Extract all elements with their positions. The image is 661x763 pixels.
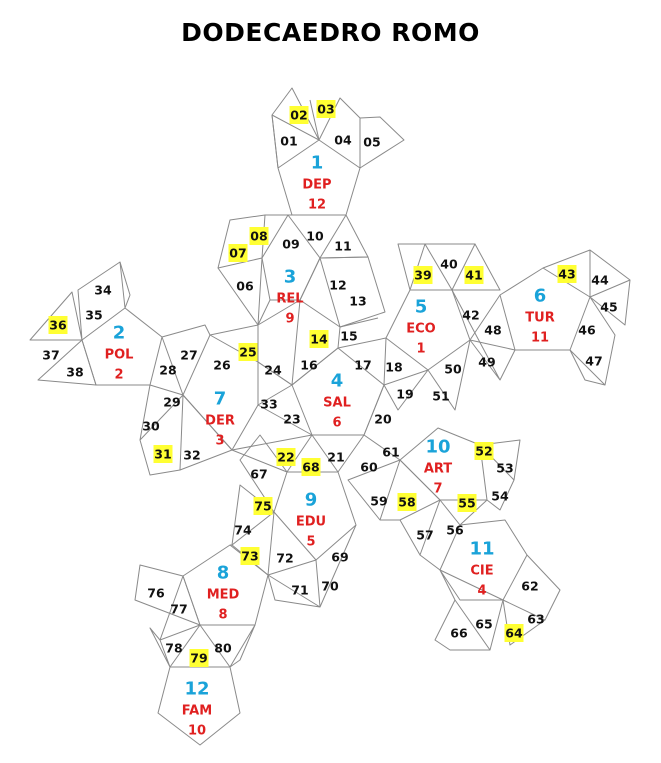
triangle-number: 60 [360, 459, 378, 475]
face-number: 3 [283, 266, 297, 288]
triangle-label-51 [432, 389, 449, 404]
triangle-label-24 [264, 363, 282, 378]
triangle-label-50 [444, 362, 462, 377]
triangle-label-78 [165, 641, 182, 656]
triangle-label-61 [382, 445, 399, 460]
triangle-number: 55 [458, 495, 476, 511]
triangle-number: 70 [321, 578, 339, 594]
triangle-number: 79 [190, 650, 208, 666]
triangle-label-53 [496, 461, 513, 476]
face-label-9 [296, 490, 326, 550]
triangle-label-66 [450, 626, 468, 641]
triangle-label-41 [465, 266, 484, 284]
triangle-label-28 [159, 363, 176, 378]
triangle-number: 47 [585, 353, 603, 369]
triangle-number: 39 [414, 267, 432, 283]
triangle-label-12 [329, 278, 346, 293]
face-code: DER [205, 413, 235, 429]
triangle-label-35 [85, 308, 102, 323]
triangle-number: 05 [363, 134, 381, 150]
triangle-label-73 [241, 547, 260, 565]
face-label-1 [302, 153, 331, 213]
triangle-number: 53 [496, 460, 514, 476]
triangle-label-14 [310, 330, 329, 348]
triangle-number: 77 [170, 601, 188, 617]
triangle-number: 54 [491, 488, 509, 504]
triangle-label-67 [250, 467, 267, 482]
triangle-strip [420, 555, 440, 570]
triangle-number: 58 [398, 494, 416, 510]
face-number: 9 [304, 489, 318, 511]
face-label-5 [406, 297, 435, 357]
face-code: ART [423, 461, 453, 477]
triangle-label-80 [214, 641, 232, 656]
triangle-number: 19 [396, 386, 414, 402]
triangle-number: 38 [66, 364, 84, 380]
triangle-label-21 [327, 450, 344, 465]
triangle-label-64 [505, 624, 524, 642]
triangle-label-74 [234, 523, 252, 538]
triangle-number: 03 [317, 101, 335, 117]
triangle-label-63 [527, 612, 544, 627]
face-code: TUR [525, 310, 555, 326]
triangle-number: 62 [521, 578, 539, 594]
triangle-label-49 [478, 355, 495, 370]
triangle-number: 29 [163, 394, 181, 410]
triangle-number: 30 [142, 418, 160, 434]
triangle-label-04 [334, 133, 352, 148]
triangle-number: 24 [264, 362, 282, 378]
triangle-number: 48 [484, 322, 502, 338]
triangle-number: 04 [334, 132, 352, 148]
triangle-label-16 [300, 358, 318, 373]
face-value: 10 [187, 723, 207, 739]
face-code: EDU [295, 514, 327, 530]
triangle-number: 11 [334, 238, 352, 254]
triangle-label-05 [363, 135, 380, 150]
triangle-number: 25 [239, 344, 257, 360]
triangle-label-22 [277, 448, 296, 466]
triangle-number: 78 [165, 640, 183, 656]
triangle-strip [272, 88, 404, 168]
face-code: SAL [323, 395, 351, 411]
face-number: 2 [112, 322, 126, 344]
triangle-label-32 [183, 448, 200, 463]
triangle-label-44 [591, 273, 609, 288]
triangle-label-54 [491, 489, 509, 504]
triangle-number: 06 [236, 278, 254, 294]
triangle-number: 32 [183, 447, 201, 463]
face-number: 10 [425, 436, 451, 458]
page-title: DODECAEDRO ROMO [181, 18, 480, 47]
triangle-number: 08 [250, 228, 268, 244]
triangle-label-26 [213, 358, 231, 373]
face-value: 7 [433, 481, 443, 497]
triangle-number: 57 [416, 527, 434, 543]
triangle-strip [272, 115, 278, 168]
triangle-label-46 [578, 323, 596, 338]
triangle-label-56 [446, 523, 464, 538]
triangle-label-15 [340, 329, 357, 344]
face-value: 4 [477, 583, 487, 599]
triangle-number: 42 [462, 307, 480, 323]
triangle-number: 72 [276, 550, 294, 566]
triangle-label-69 [331, 550, 348, 565]
triangle-label-77 [170, 602, 187, 617]
face-label-2 [105, 323, 134, 383]
triangle-label-55 [458, 494, 477, 512]
triangle-number: 23 [283, 411, 301, 427]
triangle-label-60 [360, 460, 378, 475]
triangle-strip [135, 565, 200, 640]
triangle-number: 71 [291, 582, 309, 598]
face-value: 2 [114, 367, 124, 383]
triangle-label-34 [94, 283, 112, 298]
triangle-label-18 [385, 360, 402, 375]
triangle-label-17 [354, 358, 371, 373]
triangle-number: 35 [85, 307, 103, 323]
face-value: 11 [530, 330, 550, 346]
triangle-label-30 [142, 419, 160, 434]
face-code: MED [206, 587, 240, 603]
triangle-number: 13 [349, 293, 367, 309]
triangle-label-59 [370, 494, 387, 509]
triangle-label-71 [291, 583, 308, 598]
face-label-12 [182, 679, 212, 739]
triangle-strip [340, 318, 378, 327]
triangle-number: 61 [382, 444, 400, 460]
triangle-label-07 [229, 244, 248, 262]
triangle-number: 31 [154, 446, 172, 462]
triangle-label-27 [180, 348, 197, 363]
triangle-number: 74 [234, 522, 252, 538]
face-value: 12 [307, 197, 327, 213]
face-code: DEP [302, 177, 332, 193]
face-label-4 [323, 371, 351, 431]
triangle-number: 80 [214, 640, 232, 656]
triangle-number: 52 [475, 443, 493, 459]
face-label-6 [525, 286, 554, 346]
triangle-label-06 [236, 279, 254, 294]
triangle-number: 75 [254, 498, 272, 514]
triangle-number: 66 [450, 625, 468, 641]
triangle-number: 33 [260, 396, 278, 412]
triangle-label-02 [290, 106, 309, 124]
triangle-number: 21 [327, 449, 345, 465]
face-label-7 [205, 389, 235, 449]
triangle-label-68 [302, 458, 321, 476]
triangle-number: 51 [432, 388, 450, 404]
triangle-strip [218, 268, 258, 325]
triangle-number: 10 [306, 228, 324, 244]
triangle-label-10 [306, 229, 324, 244]
triangle-label-23 [283, 412, 300, 427]
triangle-number: 09 [282, 236, 300, 252]
triangle-label-39 [414, 266, 433, 284]
triangle-number: 17 [354, 357, 372, 373]
triangle-number: 44 [591, 272, 609, 288]
triangle-number: 01 [280, 133, 298, 149]
face-number: 6 [533, 285, 547, 307]
triangle-number: 65 [475, 616, 493, 632]
triangle-label-38 [66, 365, 83, 380]
face-number: 7 [213, 388, 227, 410]
triangle-number: 36 [49, 317, 67, 333]
triangle-number: 73 [241, 548, 259, 564]
triangle-label-57 [416, 528, 433, 543]
triangle-number: 56 [446, 522, 464, 538]
triangle-label-19 [396, 387, 413, 402]
triangle-label-52 [475, 442, 494, 460]
triangle-strip [162, 325, 210, 337]
triangle-number: 12 [329, 277, 347, 293]
triangle-number: 22 [277, 449, 295, 465]
triangle-label-20 [374, 412, 392, 427]
triangle-label-01 [280, 134, 297, 149]
triangle-number: 26 [213, 357, 231, 373]
triangle-number: 40 [440, 256, 458, 272]
triangle-label-72 [276, 551, 293, 566]
triangle-number: 27 [180, 347, 198, 363]
face-value: 8 [218, 607, 228, 623]
triangle-number: 07 [229, 245, 247, 261]
face-label-3 [276, 267, 303, 327]
triangle-number: 59 [370, 493, 388, 509]
triangle-number: 68 [302, 459, 320, 475]
triangle-number: 02 [290, 107, 308, 123]
face-value: 5 [306, 534, 316, 550]
triangle-label-62 [521, 579, 538, 594]
triangle-label-45 [600, 300, 617, 315]
triangle-label-40 [440, 257, 458, 272]
face-value: 9 [285, 311, 295, 327]
triangle-label-31 [154, 445, 173, 463]
triangle-label-48 [484, 323, 501, 338]
triangle-label-42 [462, 308, 479, 323]
face-value: 1 [416, 341, 426, 357]
triangle-label-25 [239, 343, 258, 361]
triangle-number: 76 [147, 585, 165, 601]
triangle-label-09 [282, 237, 299, 252]
triangle-number: 14 [310, 331, 328, 347]
triangle-label-36 [49, 316, 68, 334]
triangle-number: 69 [331, 549, 349, 565]
triangle-label-76 [147, 586, 165, 601]
triangle-label-33 [260, 397, 277, 412]
triangle-label-29 [163, 395, 180, 410]
triangle-number: 63 [527, 611, 545, 627]
triangle-number: 34 [94, 282, 112, 298]
face-code: REL [276, 291, 304, 307]
triangle-number: 67 [250, 466, 268, 482]
triangle-label-43 [558, 265, 577, 283]
triangle-label-58 [398, 493, 417, 511]
triangle-label-08 [250, 227, 269, 245]
triangle-number: 64 [505, 625, 523, 641]
triangle-label-70 [321, 579, 339, 594]
face-label-11 [469, 539, 494, 599]
triangle-strip [120, 262, 130, 308]
triangle-label-03 [317, 100, 336, 118]
face-code: FAM [181, 703, 213, 719]
triangle-label-65 [475, 617, 492, 632]
triangle-number: 28 [159, 362, 177, 378]
triangle-number: 45 [600, 299, 618, 315]
face-number: 4 [330, 370, 344, 392]
face-number: 8 [216, 562, 230, 584]
triangle-number: 50 [444, 361, 462, 377]
face-code: ECO [406, 321, 436, 337]
triangle-number: 43 [558, 266, 576, 282]
face-number: 11 [469, 538, 495, 560]
triangle-number: 41 [465, 267, 483, 283]
triangle-number: 37 [42, 347, 60, 363]
face-label-8 [207, 563, 240, 623]
triangle-number: 46 [578, 322, 596, 338]
triangle-label-47 [585, 354, 602, 369]
triangle-label-75 [254, 497, 273, 515]
triangle-label-79 [190, 649, 209, 667]
face-number: 5 [414, 296, 428, 318]
triangle-number: 15 [340, 328, 358, 344]
face-value: 3 [215, 433, 225, 449]
triangle-number: 49 [478, 354, 496, 370]
triangle-label-13 [349, 294, 366, 309]
face-code: POL [104, 347, 134, 363]
triangle-number: 16 [300, 357, 318, 373]
triangle-number: 20 [374, 411, 392, 427]
triangle-label-11 [334, 239, 351, 254]
triangle-label-37 [42, 348, 59, 363]
face-code: CIE [470, 563, 494, 579]
face-number: 1 [310, 152, 324, 174]
face-number: 12 [184, 678, 210, 700]
triangle-number: 18 [385, 359, 403, 375]
face-value: 6 [332, 415, 342, 431]
